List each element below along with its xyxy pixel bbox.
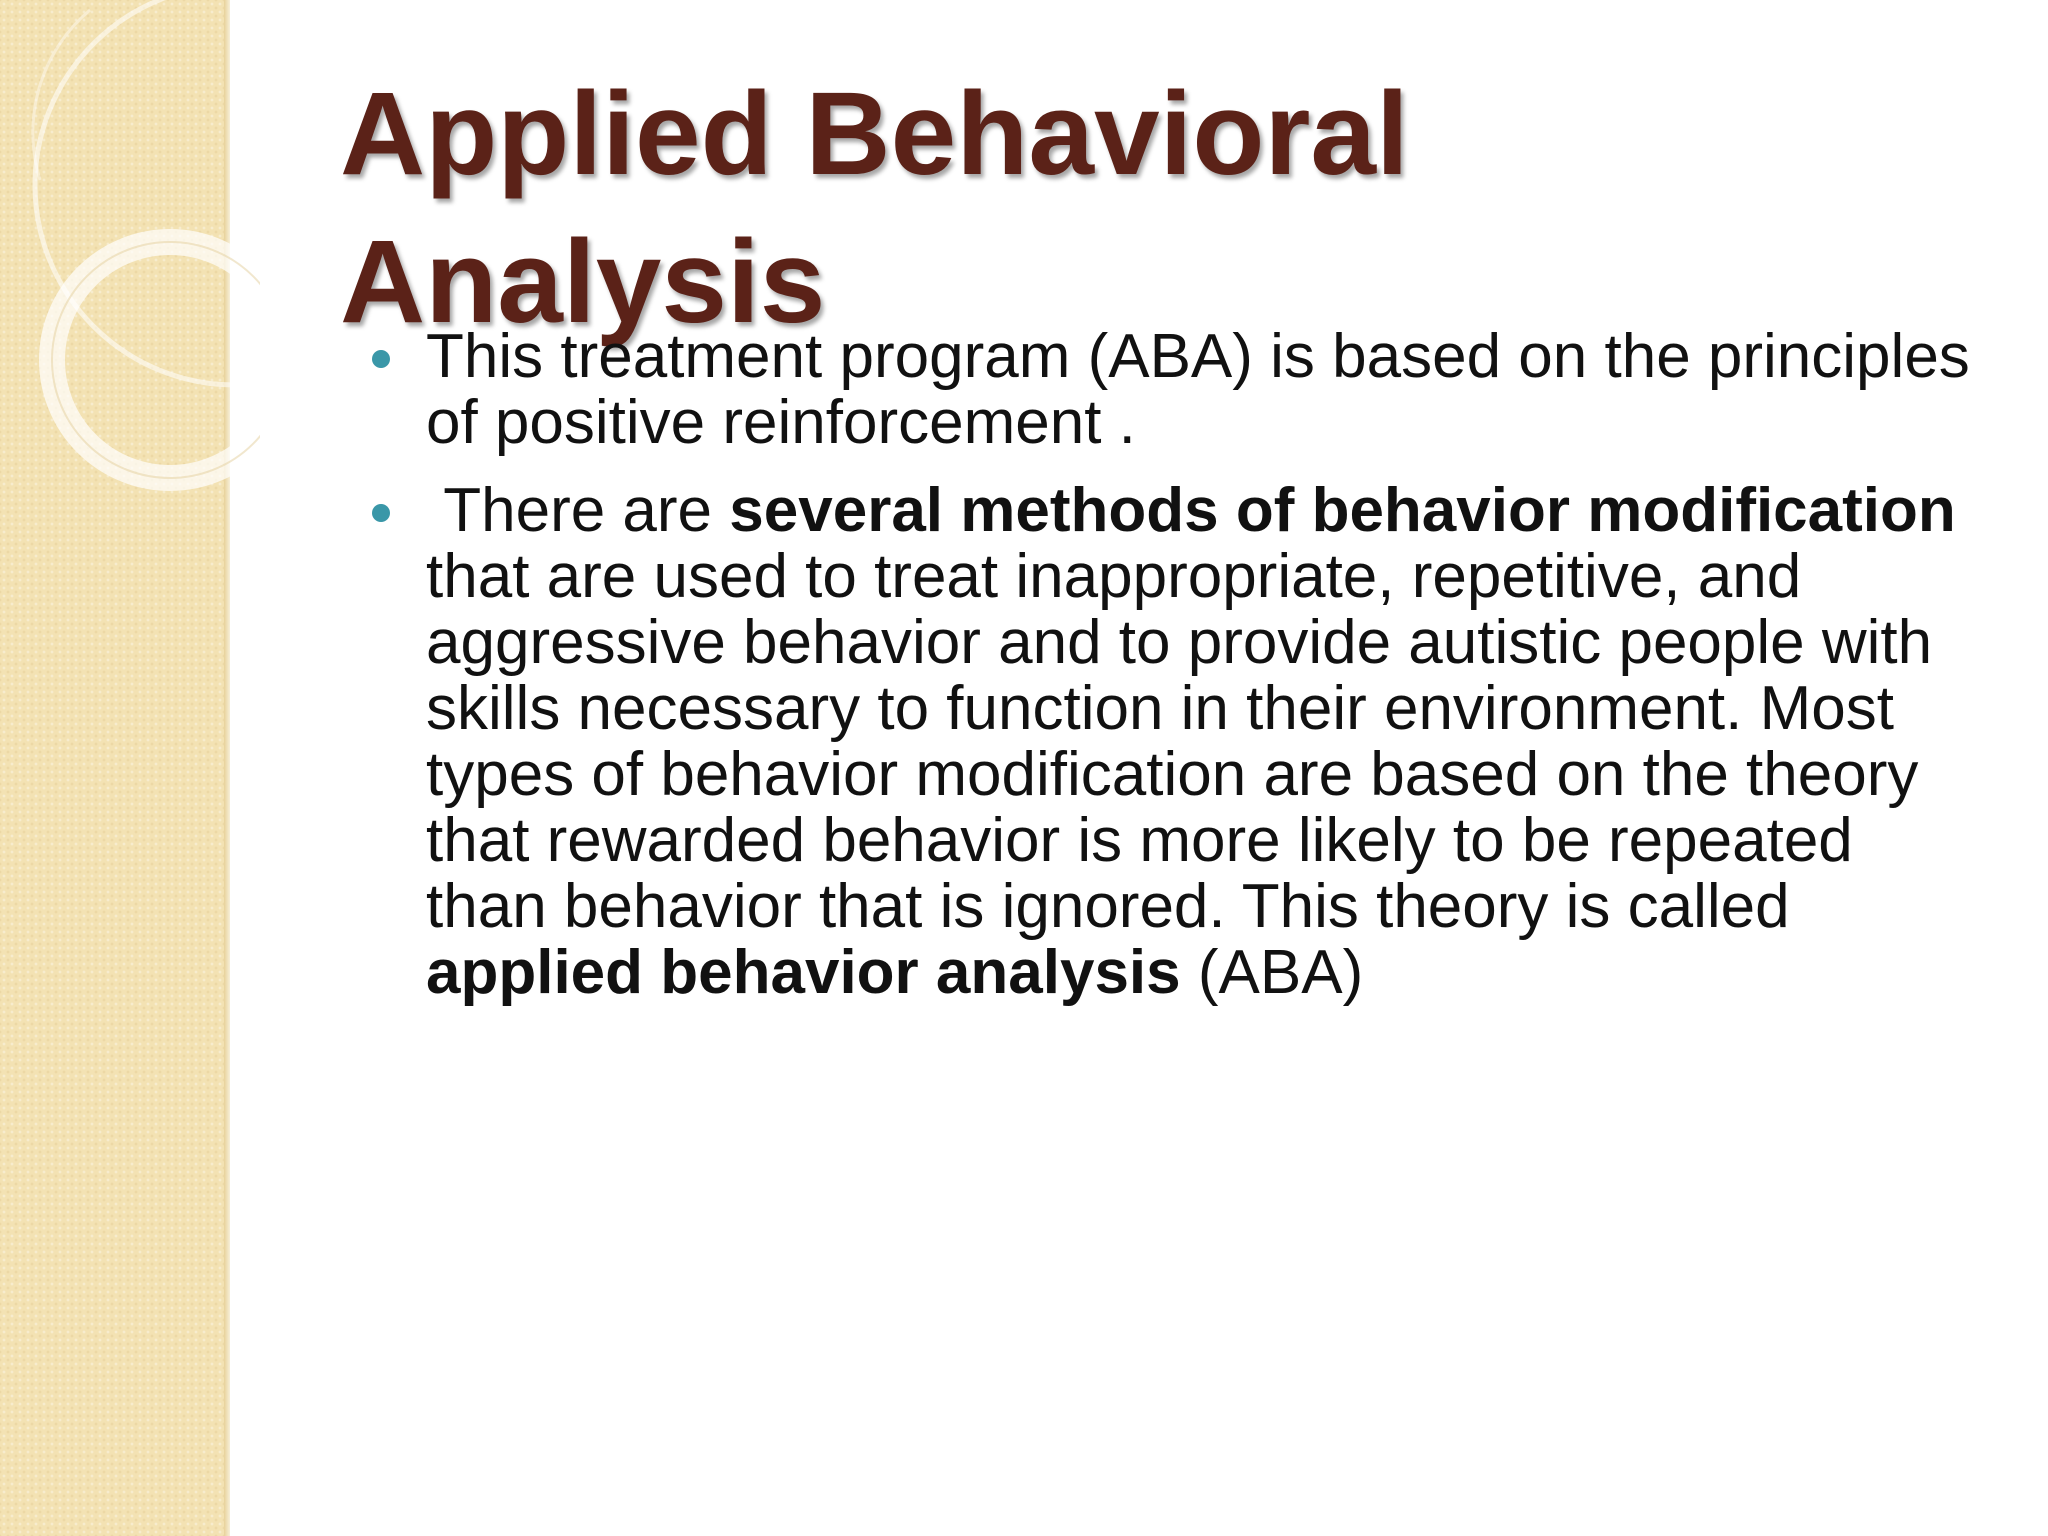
bullet-text-part: (ABA): [1180, 938, 1364, 1007]
bullet-item: [368, 324, 1988, 456]
bullet-dot-icon: [372, 504, 390, 522]
title-line-2: Analysis: [340, 216, 826, 348]
title-line-1: Applied Behavioral: [340, 68, 1409, 200]
bullet-list: [368, 324, 1988, 1028]
bullet-item: [368, 478, 1988, 1006]
decorative-rings-icon: [0, 0, 260, 520]
slide-title: [340, 60, 1940, 356]
bullet-text-part: that are used to treat inappropriate, repetitive, and aggressive behavior and to provide autistic people with skills necessary to function in their environment. Most types of behavior modification are based on the theory that rewarded behavior is more likely to be repeated than behavior that is ignored. This theory is called: [426, 542, 1933, 941]
bullet-text: This treatment program (ABA) is based on the principles of positive reinforcement .: [426, 322, 1970, 457]
bullet-bold-phrase: several methods of behavior modification: [729, 476, 1956, 545]
bullet-dot-icon: [372, 350, 390, 368]
bullet-text-part: There are: [426, 476, 730, 545]
bullet-bold-phrase: applied behavior analysis: [426, 938, 1181, 1007]
